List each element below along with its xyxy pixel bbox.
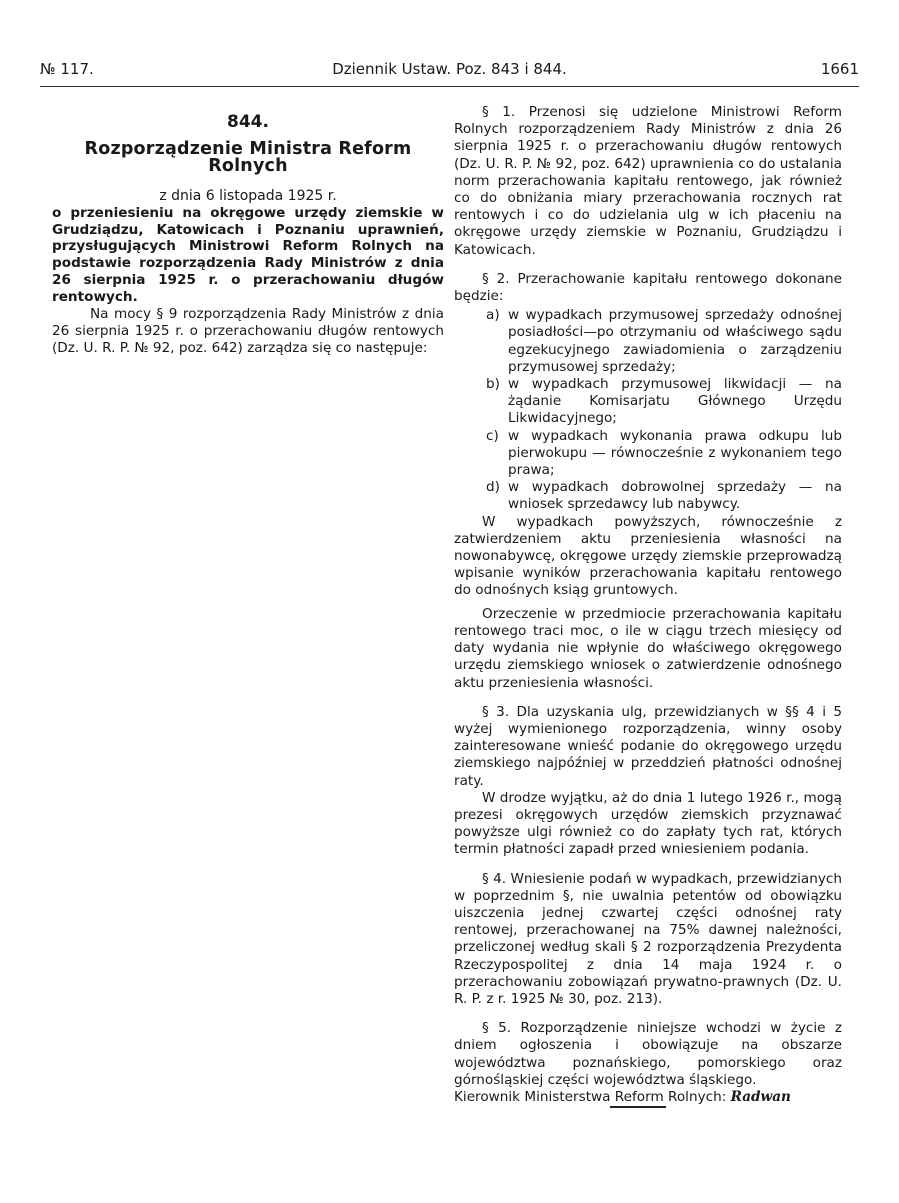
list-item: c) w wypadkach wykonania prawa odkupu lub pierwokupu — równocześnie z wykonaniem tego prawa;: [486, 427, 842, 479]
left-column: [52, 104, 444, 357]
regulation-date: z dnia 6 listopada 1925 r.: [159, 187, 337, 204]
section-4: § 4. Wniesienie podań w wypadkach, przewidzianych w poprzednim §, nie uwalnia petentów od obowiązku uiszczenia jednej czwartej części odnośnej raty rentowej, przerachowanej na 75% dawnej należności, przeliczonej według skali § 2 rozporządzenia Prezydenta Rzeczypospolitej z dnia 14 maja 1924 r. o przerachowaniu zobowiązań prywatno-prawnych (Dz. U. R. P. z r. 1925 № 30, poz. 213).: [454, 870, 842, 1007]
article-number: 844.: [227, 112, 269, 132]
header-divider: [40, 86, 859, 87]
page-number: 1661: [820, 60, 859, 78]
list-item: b) w wypadkach przymusowej likwidacji — na żądanie Komisarjatu Głównego Urzędu Likwidacyjnego;: [486, 376, 842, 427]
regulation-subject: o przeniesieniu na okręgowe urzędy ziemskie w Grudziądzu, Katowicach i Poznaniu uprawnień, przysługujących Ministrowi Reform Rolnych na podstawie rozporządzenia Rady Ministrów z dnia 26 sierpnia 1925 r. o przerachowaniu długów rentowych.: [52, 204, 444, 305]
list-item: d) w wypadkach dobrowolnej sprzedaży — na wniosek sprzedawcy lub nabywcy.: [486, 479, 842, 513]
signature-name: Radwan: [730, 1088, 791, 1105]
issue-number: № 117.: [40, 60, 94, 78]
section-3-paragraph-2: W drodze wyjątku, aż do dnia 1 lutego 1926 r., mogą prezesi okręgowych urzędów ziemskich przyznawać powyższe ulgi również co do zapłaty tych rat, których termin płatności zapadł przed wniesieniem podania.: [454, 789, 842, 858]
section-2-list: [454, 307, 842, 513]
section-2-paragraph-3: Orzeczenie w przedmiocie przerachowania kapitału rentowego traci moc, o ile w ciągu trzech miesięcy od daty wydania nie wpłynie do właściwego okręgowego urzędu ziemskiego wniosek o zatwierdzenie odnośnego aktu przeniesienia własności.: [454, 605, 842, 691]
section-2-paragraph-2: W wypadkach powyższych, równocześnie z zatwierdzeniem aktu przeniesienia własności na nowonabywcę, okręgowe urzędy ziemskie przeprowadzą wpisanie wyników przerachowania kapitału rentowego do odnośnych ksiąg gruntowych.: [454, 513, 842, 599]
right-column: [454, 104, 842, 1106]
section-2-intro: § 2. Przerachowanie kapitału rentowego dokonane będzie:: [454, 270, 842, 305]
signature-role: Kierownik Ministerstwa Reform Rolnych:: [454, 1088, 727, 1105]
end-divider: [610, 1106, 666, 1108]
section-3-paragraph-1: § 3. Dla uzyskania ulg, przewidzianych w §§ 4 i 5 wyżej wymienionego rozporządzenia, winny osoby zainteresowane wnieść podanie do okręgowego urzędu ziemskiego najpóźniej w przeddzień płatności odnośnej raty.: [454, 703, 842, 789]
signature: [454, 1089, 842, 1106]
section-1: § 1. Przenosi się udzielone Ministrowi Reform Rolnych rozporządzeniem Rady Ministrów z dnia 26 sierpnia 1925 r. o przerachowaniu długów rentowych (Dz. U. R. P. № 92, poz. 642) uprawnienia co do ustalania norm przerachowania kapitału rentowego, jak również co do obniżania miary przerachowania rocznych rat rentowych i co do udzielania ulg w ich płaceniu na okręgowe urzędy ziemskie w Poznaniu, Grudziądzu i Katowicach.: [454, 104, 842, 258]
page-header: [40, 60, 859, 84]
list-item: a) w wypadkach przymusowej sprzedaży odnośnej posiadłości—po otrzymaniu od właściwego sądu egzekucyjnego zawiadomienia o zarządzeniu przymusowej sprzedaży;: [486, 307, 842, 375]
regulation-title: Rozporządzenie Ministra Reform Rolnych: [84, 139, 412, 177]
journal-reference: Dziennik Ustaw. Poz. 843 i 844.: [332, 60, 567, 78]
section-5: § 5. Rozporządzenie niniejsze wchodzi w życie z dniem ogłoszenia i obowiązuje na obszarze województwa poznańskiego, pomorskiego oraz górnośląskiej części województwa śląskiego.: [454, 1020, 842, 1088]
preamble: Na mocy § 9 rozporządzenia Rady Ministrów z dnia 26 sierpnia 1925 r. o przerachowaniu długów rentowych (Dz. U. R. P. № 92, poz. 642) zarządza się co następuje:: [52, 305, 444, 356]
